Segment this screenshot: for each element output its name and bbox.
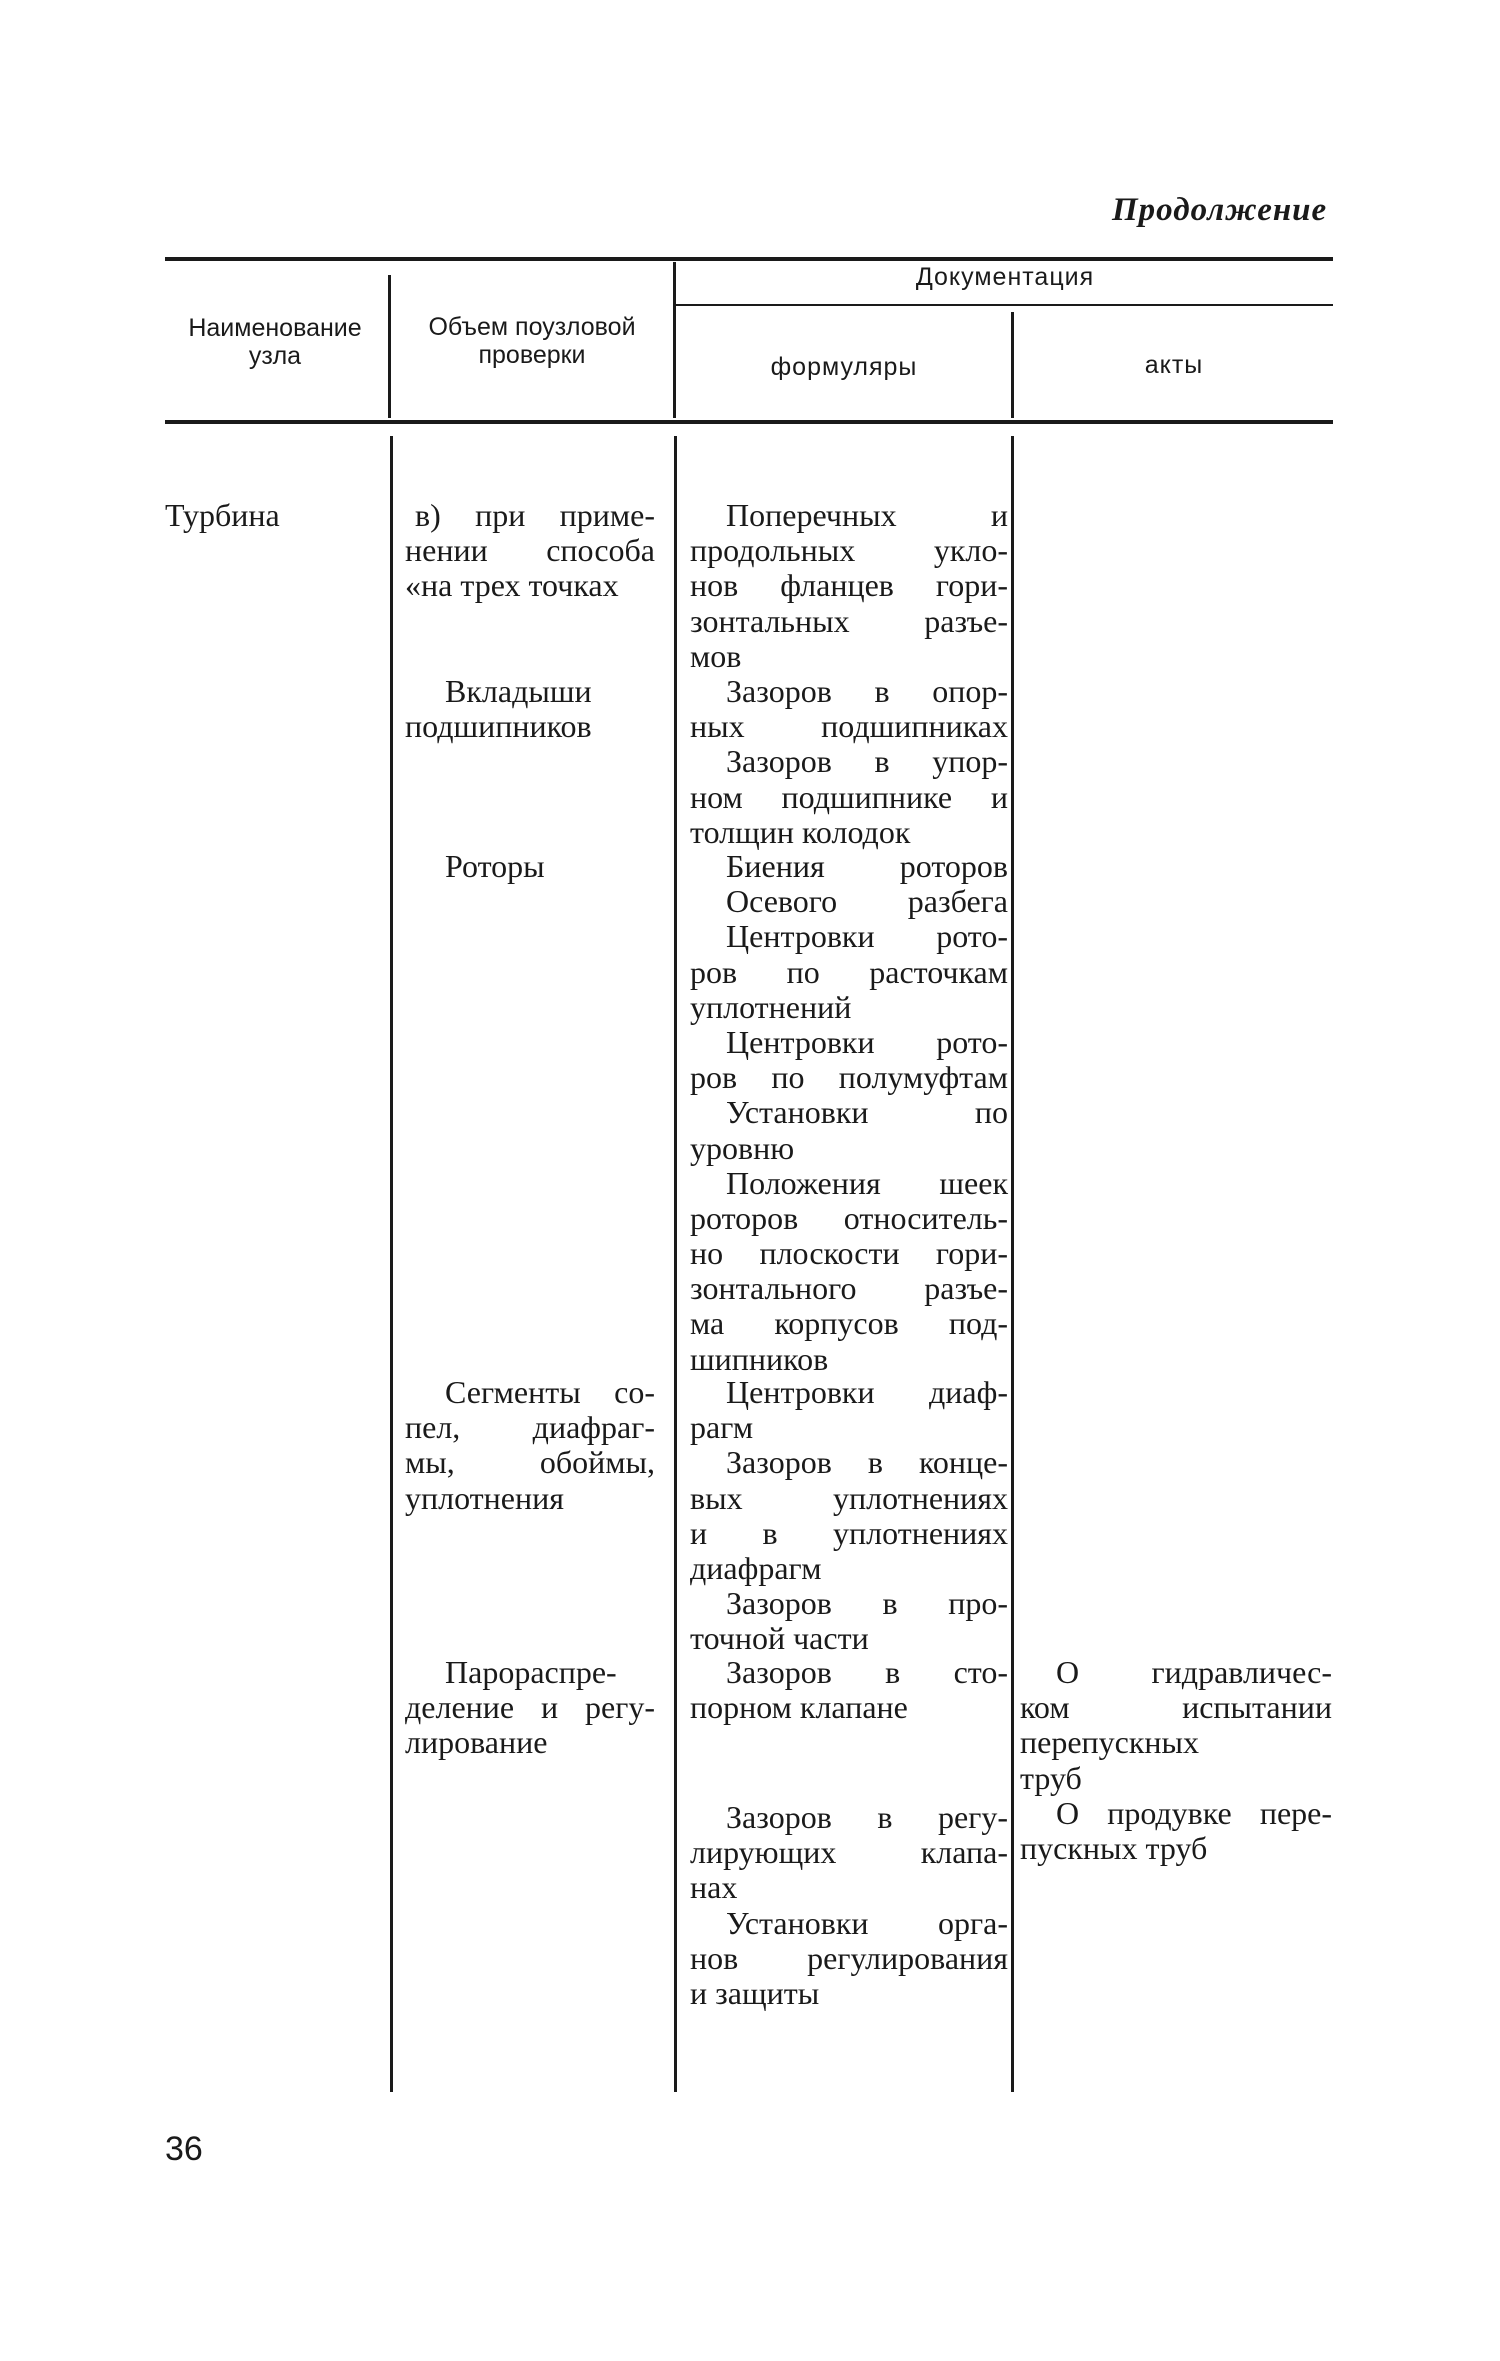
scope-cell: в) при приме- нении способа «на трех точках [405, 497, 655, 604]
header-documentation: Документация [915, 263, 1095, 291]
body-divider-3 [1011, 436, 1014, 2092]
scope-cell: Роторы [445, 848, 545, 884]
header-divider-3 [1011, 312, 1014, 418]
forms-cell: Биения роторов Осевого разбега Центровки рото- ров по расточкам уплотнений Центровки рото- ров по полумуфтам Установки по уровню Положения шеек роторов относитель- но плоскости гори- зонтального разъе- ма корпусов под- шипников [690, 848, 1008, 1377]
header-acts: акты [1144, 351, 1204, 379]
header-bottom-rule [165, 420, 1333, 424]
forms-cell: Зазоров в регу- лирующих клапа- нах Установки орга- нов регулирования и защиты [690, 1799, 1008, 2011]
table-top-rule [165, 257, 1333, 261]
documentation-subrule [675, 304, 1333, 306]
header-unit-name: Наименование узла [188, 314, 362, 370]
scope-cell: Парораспре- деление и регу- лирование [405, 1654, 655, 1761]
scope-cell: Сегменты со- пел, диафраг- мы, обоймы, уплотнения [405, 1374, 655, 1516]
continuation-label: Продолжение [1112, 192, 1328, 228]
header-check-scope: Объем поузловой проверки [428, 313, 636, 369]
body-divider-1 [390, 436, 393, 2092]
scope-cell: Вкладыши подшипников [405, 673, 592, 745]
header-forms: формуляры [770, 353, 918, 381]
forms-cell: Зазоров в сто- порном клапане [690, 1654, 1008, 1726]
acts-cell: О гидравличес- ком испытании перепускных труб О продувке пере- пускных труб [1020, 1654, 1332, 1866]
forms-cell: Поперечных и продольных укло- нов фланцев гори- зонтальных разъе- мов [690, 497, 1008, 674]
forms-cell: Центровки диаф- рагм Зазоров в конце- вых уплотнениях и в уплотнениях диафрагм Зазоров в про- точной части [690, 1374, 1008, 1657]
unit-name-cell: Турбина [165, 497, 280, 533]
page-number: 36 [165, 2130, 203, 2168]
forms-cell: Зазоров в опор- ных подшипниках Зазоров в упор- ном подшипнике и толщин колодок [690, 673, 1008, 850]
header-divider-2 [673, 262, 676, 418]
header-divider-1 [388, 275, 391, 418]
body-divider-2 [674, 436, 677, 2092]
